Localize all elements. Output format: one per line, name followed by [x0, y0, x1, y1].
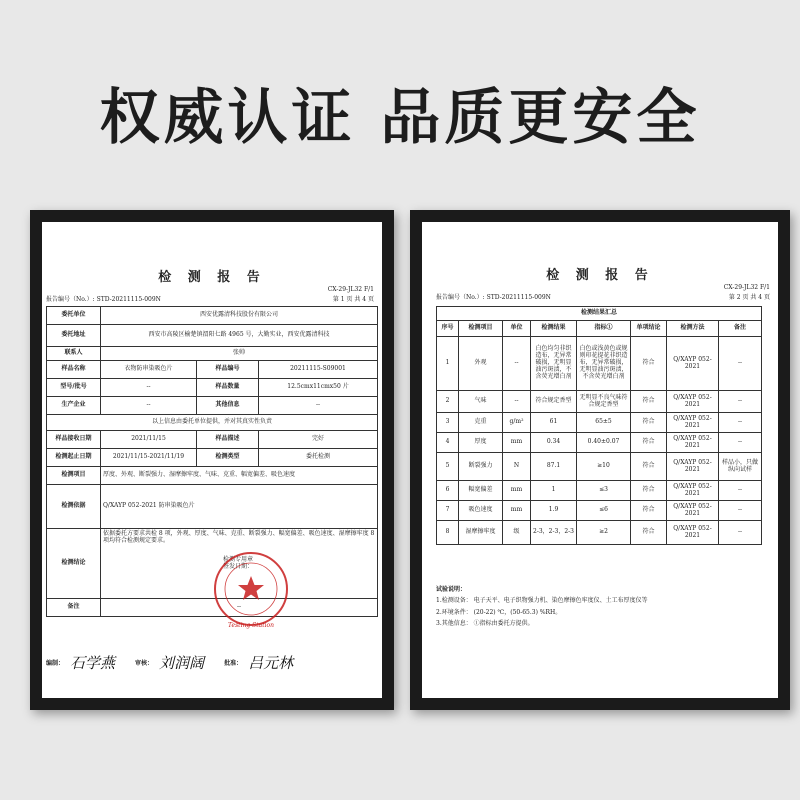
table-cell: 无明显不良气味符合规定香型	[577, 391, 631, 413]
table-cell: Q/XAYP 052-2021	[667, 453, 719, 481]
compile-signature: 石学燕	[70, 654, 116, 672]
sample-desc-value: 完好	[259, 431, 378, 449]
note-equipment: 1.检测设备： 电子天平、电子织物强力机、染色摩擦色牢度仪、土工布厚度仪等	[436, 597, 648, 605]
contact-label: 联系人	[47, 347, 101, 361]
other-info-value: --	[259, 397, 378, 415]
table-cell: --	[719, 433, 762, 453]
table-cell: 气味	[459, 391, 503, 413]
sample-no-value: 20211115-S09001	[259, 361, 378, 379]
table-cell: ≤6	[577, 501, 631, 521]
table-cell: Q/XAYP 052-2021	[667, 413, 719, 433]
sample-name-value: 衣物防串染吸色片	[101, 361, 197, 379]
results-header-cell: 单位	[503, 321, 531, 337]
table-cell: ≥10	[577, 453, 631, 481]
approve-label: 批准：	[224, 660, 243, 667]
table-row	[437, 413, 762, 433]
table-cell: 1	[531, 481, 577, 501]
left-info-table	[46, 306, 378, 617]
test-period-label: 检测起止日期	[47, 449, 101, 467]
maker-label: 生产企业	[47, 397, 101, 415]
table-row	[437, 501, 762, 521]
stamp-label-line: 检测专用章	[223, 555, 254, 563]
table-cell: --	[719, 521, 762, 545]
address-value: 西安市高陵区榆楚镇渭阳七路 4965 号，大勤实业，西安优露清科技	[101, 325, 378, 347]
qty-label: 样品数量	[197, 379, 259, 397]
table-cell: g/m²	[503, 413, 531, 433]
table-cell: 外观	[459, 337, 503, 391]
table-cell: Q/XAYP 052-2021	[667, 501, 719, 521]
testing-seal	[214, 552, 288, 626]
results-header-cell: 序号	[437, 321, 459, 337]
table-cell: Q/XAYP 052-2021	[667, 391, 719, 413]
table-cell: 样品小，只做纵向试样	[719, 453, 762, 481]
table-cell: 吸色速度	[459, 501, 503, 521]
table-cell: 级	[503, 521, 531, 545]
right-page-number: 第 2 页 共 4 页	[728, 294, 770, 301]
summary-heading: 检测结果汇总	[437, 307, 762, 321]
table-cell: mm	[503, 501, 531, 521]
table-cell: Q/XAYP 052-2021	[667, 337, 719, 391]
table-cell: 3	[437, 413, 459, 433]
table-cell: 8	[437, 521, 459, 545]
remark-value: --	[101, 599, 378, 617]
results-table	[436, 306, 762, 545]
table-row	[437, 521, 762, 545]
table-cell: 2-3，2-3，2-3	[531, 521, 577, 545]
table-cell: 符合	[631, 501, 667, 521]
info-disclaimer: 以上信息由委托单位提供，并对其真实性负责	[47, 415, 378, 431]
sample-desc-label: 样品描述	[197, 431, 259, 449]
table-cell: 符合	[631, 453, 667, 481]
table-cell: 符合	[631, 337, 667, 391]
table-cell: 断裂强力	[459, 453, 503, 481]
test-type-value: 委托检测	[259, 449, 378, 467]
table-cell: --	[719, 413, 762, 433]
table-cell: 符合	[631, 413, 667, 433]
table-cell: --	[719, 337, 762, 391]
right-doc-code: CX-29-JL32 F/1	[723, 284, 770, 291]
table-cell: Q/XAYP 052-2021	[667, 481, 719, 501]
table-row	[437, 391, 762, 413]
table-cell: 厚度	[459, 433, 503, 453]
table-cell: --	[719, 501, 762, 521]
table-cell: 白色均匀非织造布，无异常破损，无明显油污斑渍，不含荧光增白剂	[531, 337, 577, 391]
compile-label: 编制：	[46, 660, 65, 667]
left-report-title: 检 测 报 告	[158, 270, 266, 285]
table-row	[437, 481, 762, 501]
table-cell: mm	[503, 481, 531, 501]
remark-label: 备注	[47, 599, 101, 617]
table-cell: 7	[437, 501, 459, 521]
approve-signature: 吕元林	[248, 654, 294, 672]
table-cell: 4	[437, 433, 459, 453]
table-cell: 符合	[631, 521, 667, 545]
test-basis-label: 检测依据	[47, 485, 101, 529]
maker-value: --	[101, 397, 197, 415]
left-report-frame	[30, 210, 394, 710]
table-row	[437, 433, 762, 453]
table-cell: 2	[437, 391, 459, 413]
table-cell: --	[503, 391, 531, 413]
table-cell: 87.1	[531, 453, 577, 481]
test-items-value: 厚度、外观、断裂强力、湿摩擦牢度、气味、克重、幅宽偏差、吸色速度	[101, 467, 378, 485]
contact-value: 张帅	[101, 347, 378, 361]
headline: 权威认证 品质更安全	[99, 83, 701, 153]
table-cell: ≥2	[577, 521, 631, 545]
conclusion-label: 检测结论	[47, 529, 101, 599]
address-label: 委托地址	[47, 325, 101, 347]
test-basis-value: Q/XAYP 052-2021 防串染吸色片	[101, 485, 378, 529]
client-value: 西安优露清科技股份有限公司	[101, 307, 378, 325]
results-header-cell: 单项结论	[631, 321, 667, 337]
table-cell: Q/XAYP 052-2021	[667, 521, 719, 545]
table-cell: 0.40±0.07	[577, 433, 631, 453]
table-cell: 符合	[631, 481, 667, 501]
table-cell: 61	[531, 413, 577, 433]
left-doc-code: CX-29-JL32 F/1	[327, 286, 374, 293]
table-row	[437, 453, 762, 481]
model-value: --	[101, 379, 197, 397]
table-cell: Q/XAYP 052-2021	[667, 433, 719, 453]
qty-value: 12.5cmx11cmx50 片	[259, 379, 378, 397]
table-cell: 符合	[631, 433, 667, 453]
table-cell: 1.9	[531, 501, 577, 521]
review-signature: 刘润阔	[159, 654, 205, 672]
table-cell: 6	[437, 481, 459, 501]
test-notes	[436, 584, 648, 630]
client-label: 委托单位	[47, 307, 101, 325]
signature-row	[46, 652, 378, 673]
seal-star-icon	[216, 554, 286, 624]
table-cell: N	[503, 453, 531, 481]
left-page-number: 第 1 页 共 4 页	[332, 296, 374, 303]
left-report-page	[42, 222, 382, 698]
conclusion-value: 依据委托方要求共检 8 项，外观、厚度、气味、克重、断裂强力、幅宽偏差、吸色速度、湿摩擦牢度 8 项均符合检测规定要求。	[103, 530, 375, 544]
results-header-cell: 备注	[719, 321, 762, 337]
receive-date-label: 样品接收日期	[47, 431, 101, 449]
table-cell: 5	[437, 453, 459, 481]
receive-date-value: 2021/11/15	[101, 431, 197, 449]
test-type-label: 检测类型	[197, 449, 259, 467]
table-cell: 0.34	[531, 433, 577, 453]
table-cell: 65±5	[577, 413, 631, 433]
table-cell: 1	[437, 337, 459, 391]
review-label: 审核：	[135, 660, 154, 667]
results-header-row	[437, 321, 762, 337]
results-header-cell: 检测方法	[667, 321, 719, 337]
table-row	[437, 337, 762, 391]
table-cell: 符合	[631, 391, 667, 413]
note-environment: 2.环境条件： (20-22) ℃，(50-65.3) %RH。	[436, 608, 562, 616]
test-items-label: 检测项目	[47, 467, 101, 485]
model-label: 型号/批号	[47, 379, 101, 397]
results-header-cell: 检测项目	[459, 321, 503, 337]
other-info-label: 其他信息	[197, 397, 259, 415]
table-cell: 湿摩擦牢度	[459, 521, 503, 545]
left-report-number: 报告编号（No.）: STD-20211115-009N	[46, 296, 161, 303]
right-report-frame	[410, 210, 790, 710]
right-report-page	[422, 222, 778, 698]
results-header-cell: 检测结果	[531, 321, 577, 337]
issue-date-line: 签发日期：	[223, 562, 254, 570]
table-cell: --	[503, 337, 531, 391]
table-cell: ≤3	[577, 481, 631, 501]
sample-name-label: 样品名称	[47, 361, 101, 379]
right-report-title: 检 测 报 告	[546, 268, 654, 283]
table-cell: --	[719, 481, 762, 501]
results-header-cell: 指标①	[577, 321, 631, 337]
table-cell: 白色或浅黄色或规则印花提花非织造布，无异常破损，无明显油污斑渍，不含荧光增白剂	[577, 337, 631, 391]
table-cell: 符合规定香型	[531, 391, 577, 413]
table-cell: --	[719, 391, 762, 413]
note-other: 3.其他信息： ①指标由委托方提供。	[436, 620, 534, 628]
table-cell: 幅宽偏差	[459, 481, 503, 501]
table-cell: 克重	[459, 413, 503, 433]
table-cell: mm	[503, 433, 531, 453]
test-period-value: 2021/11/15-2021/11/19	[101, 449, 197, 467]
right-report-number: 报告编号（No.）: STD-20211115-009N	[436, 294, 551, 301]
sample-no-label: 样品编号	[197, 361, 259, 379]
notes-title: 试验说明：	[436, 586, 467, 593]
seal-english-text: Testing Station	[228, 622, 275, 629]
